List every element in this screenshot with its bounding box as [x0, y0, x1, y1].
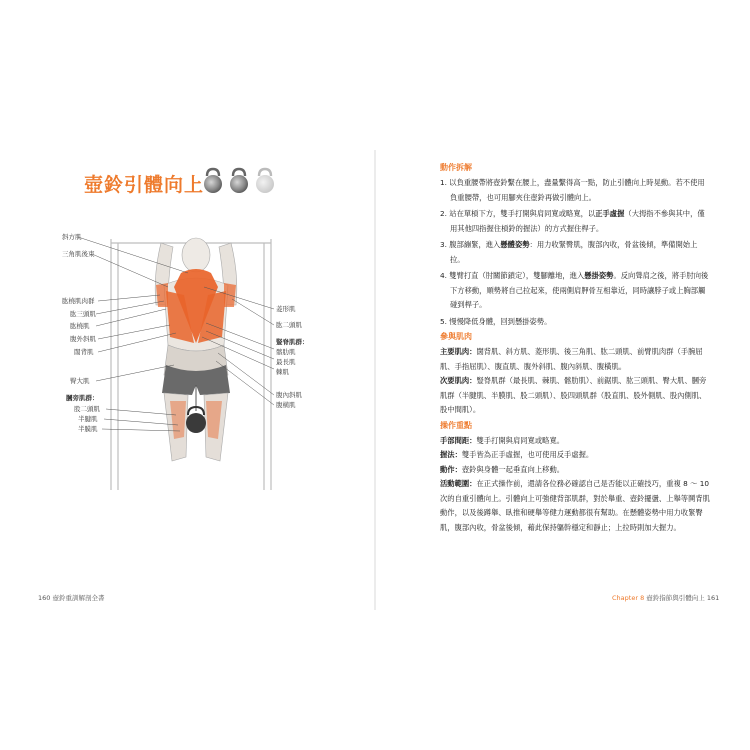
label-brachioradialis: 肱橈肌	[70, 322, 90, 330]
chapter-number: 8	[640, 594, 645, 602]
section-heading-muscles: 參與肌肉	[440, 332, 472, 341]
label-latissimus: 闊背肌	[74, 348, 94, 356]
book-title: 壺鈴重訓解剖全書	[52, 594, 105, 602]
step-3: 3. 腹部繃緊，進入懸體姿勢：用力收緊臀肌，腹部內收，骨盆後傾，準備開始上拉。	[440, 240, 698, 264]
step-2: 2. 站在單槓下方，雙手打開與肩同寬或略寬，以正手虛握（大拇指不參與其中，僅用其他四指握住槓鈴的握法）的方式握住桿子。	[440, 209, 705, 233]
focus-range: 活動範圍：在正式操作前，還請各位務必確認自己是否能以正確技巧，重複 8 ～ 10 次的自重引體向上。引體向上可強健背部肌群，對於舉重、壺鈴擺盪、上舉等鬨背肌動作，以及後蹲舉、臥推和硬舉等健力運動都很有幫助。在懸體姿勢中用力收緊臀肌，腹部內收，骨盆後傾，藉此保持軀幹穩定和靜止；上拉時則加大握力。	[440, 479, 710, 532]
label-trapezius: 斜方肌	[62, 233, 82, 241]
page-gutter	[374, 150, 376, 610]
label-internal-oblique: 腹內斜肌	[276, 391, 302, 399]
label-forearm-muscles: 肱橈肌肉群	[62, 297, 95, 305]
label-transversus: 腹橫肌	[276, 401, 296, 409]
secondary-muscles: 次要肌肉：豎脊肌群（最長肌、棘肌、髂肋肌）、前鋸肌、肱三頭肌、臀大肌、膕旁肌群（半腱肌、半膜肌、股二頭肌）、股四頭肌群（股直肌、股外側肌、股內側肌、股中間肌）。	[440, 376, 707, 414]
section-heading-action: 動作拆解	[440, 163, 472, 172]
left-page-number: 160	[38, 594, 51, 602]
exercise-title: 壺鈴引體向上	[84, 174, 205, 196]
label-hamstrings: 膕旁肌群：	[66, 394, 99, 402]
kettlebell-icon	[256, 169, 274, 193]
label-triceps: 肱三頭肌	[70, 310, 96, 318]
right-page-number: 161	[706, 594, 720, 602]
label-iliocostalis: 髂肋肌	[276, 348, 296, 356]
step-4: 4. 雙臂打直（肘關節鎖定），雙腳離地，進入懸掛姿勢。反向聳肩之後，將手肘向後下方移動，順勢將自己拉起來，使兩側肩胛骨互相靠近，同時讓脖子或上胸部觸碰到桿子。	[440, 271, 709, 309]
section-title: 壺鈴指節與引體向上	[646, 594, 705, 602]
label-semimembranosus: 半膜肌	[78, 425, 98, 433]
primary-muscles: 主要肌肉：闊背肌、斜方肌、菱形肌、後三角肌、肱二頭肌、前臂肌肉群（手腕屈肌、手指屈肌）、腹直肌、腹外斜肌、腹內斜肌、腹橫肌。	[440, 347, 703, 371]
label-erector-spinae: 豎脊肌群：	[276, 338, 309, 346]
focus-movement: 動作：壺鈴與身體一起垂直向上移動。	[440, 464, 565, 474]
label-spinalis: 棘肌	[276, 368, 289, 376]
label-posterior-deltoid: 三角肌後束	[62, 250, 95, 258]
left-footer	[38, 593, 105, 602]
right-page-content	[440, 162, 710, 535]
kettlebell-icon	[204, 169, 222, 193]
label-rhomboids: 菱形肌	[276, 305, 296, 313]
section-heading-focus: 操作重點	[440, 420, 472, 430]
right-footer	[612, 593, 719, 602]
label-biceps-femoris: 股二頭肌	[74, 405, 100, 413]
kettlebell-icon	[230, 169, 248, 193]
chapter-word: Chapter	[612, 594, 638, 602]
difficulty-rating	[198, 166, 288, 196]
focus-grip: 握法：雙手皆為正手虛握，也可使用反手虛握。	[440, 450, 594, 459]
step-5: 5. 慢慢降低身體，回到懸掛姿勢。	[440, 316, 552, 326]
focus-hand-spacing: 手部間距：雙手打開與肩同寬或略寬。	[440, 435, 565, 445]
label-semitendinosus: 半腱肌	[78, 415, 98, 423]
step-1: 1. 以負重腰帶將壺鈴繫在腰上，盡量繫得高一點，防止引體向上時晃動。若不使用負重腰帶，也可用腳夾住壺鈴再做引體向上。	[440, 178, 705, 202]
label-external-oblique: 腹外斜肌	[70, 335, 96, 343]
label-gluteus-maximus: 臀大肌	[70, 377, 90, 385]
label-biceps: 肱二頭肌	[276, 321, 302, 329]
label-longissimus: 最長肌	[276, 358, 296, 366]
